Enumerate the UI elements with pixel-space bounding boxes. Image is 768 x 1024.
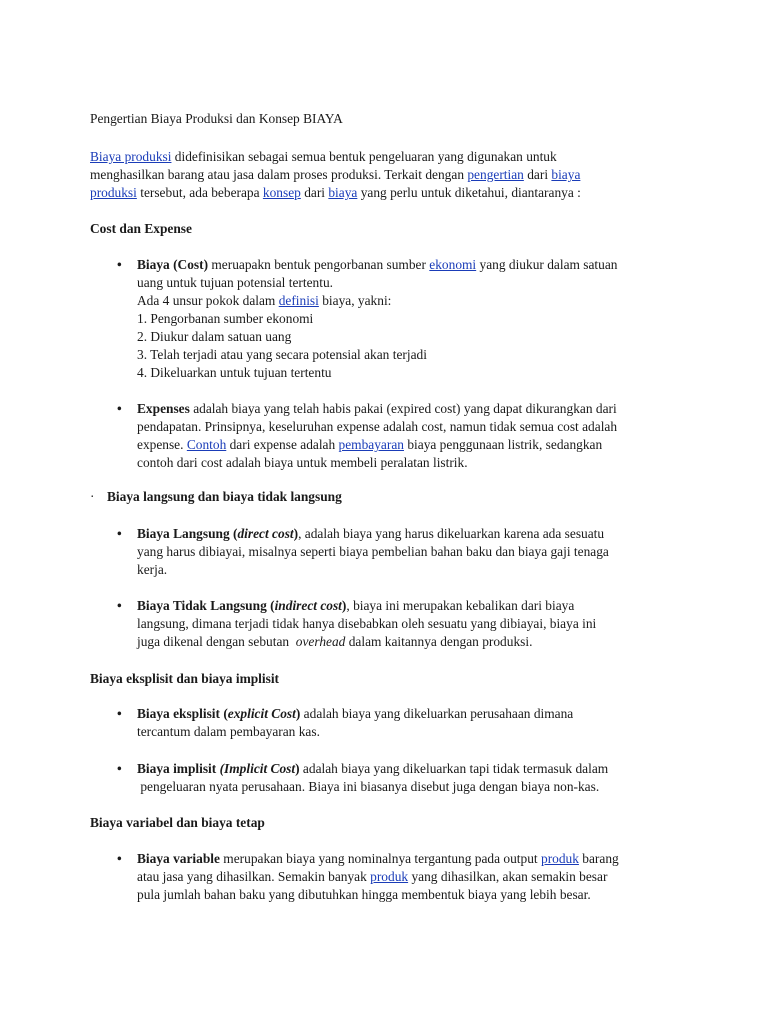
bullet-icon: • xyxy=(117,526,122,541)
list-item-biaya-langsung: Biaya Langsung (direct cost), adalah biaya yang harus dikeluarkan karena ada sesuatu yang harus dibiayai, misalnya seperti biaya pembelian bahan baku dan biaya gaji tenaga kerja. xyxy=(137,526,609,577)
list-item: 2. Diukur dalam satuan uang xyxy=(137,329,292,344)
link-biaya-produksi[interactable]: Biaya produksi xyxy=(90,149,172,164)
link-contoh[interactable]: Contoh xyxy=(186,437,227,452)
list-item-biaya-implisit: Biaya implisit (Implicit Cost) adalah biaya yang dikeluarkan tapi tidak termasuk dalam pengeluaran nyata perusahaan. Biaya ini biasanya disebut juga dengan biaya non-kas. xyxy=(137,761,609,794)
bullet-icon: • xyxy=(117,706,122,721)
list-item-expenses: Expenses adalah biaya yang telah habis pakai (expired cost) yang dapat dikurangkan dari pendapatan. Prinsipnya, keseluruhan expense adalah cost, namun tidak semua cost adalah expense. Contoh dari expense adalah pembayaran biaya penggunaan listrik, sedangkan contoh dari cost adalah biaya untuk membeli peralatan listrik. xyxy=(137,401,618,470)
list-item-biaya-eksplisit: Biaya eksplisit (explicit Cost) adalah biaya yang dikeluarkan perusahaan dimana tercantum dalam pembayaran kas. xyxy=(137,706,574,739)
link-biaya-2[interactable]: biaya xyxy=(328,185,358,200)
bullet-icon: • xyxy=(117,761,122,776)
middle-dot-icon: · xyxy=(90,489,95,504)
section-heading-eksplisit: Biaya eksplisit dan biaya implisit xyxy=(90,671,280,686)
intro-paragraph xyxy=(90,148,690,202)
link-produk-2[interactable]: produk xyxy=(370,869,409,884)
bullet-icon: • xyxy=(117,851,122,866)
intro-line-2: menghasilkan barang atau jasa dalam proses produksi. Terkait dengan pengertian dari biaya xyxy=(90,167,581,182)
link-produk[interactable]: produk xyxy=(541,851,579,866)
link-biaya[interactable]: biaya xyxy=(551,167,581,182)
link-pembayaran[interactable]: pembayaran xyxy=(338,437,404,452)
link-ekonomi[interactable]: ekonomi xyxy=(429,257,477,272)
list-item-biaya-variable: Biaya variable merupakan biaya yang nominalnya tergantung pada output produk barang atau jasa yang dihasilkan. Semakin banyak produk yang dihasilkan, akan semakin besar pula jumlah bahan baku yang dibutuhkan hingga membentuk biaya yang lebih besar. xyxy=(137,851,619,902)
link-produksi[interactable]: produksi xyxy=(90,185,137,200)
list-item-biaya-cost: Biaya (Cost) meruapakn bentuk pengorbanan sumber ekonomi yang diukur dalam satuan uang untuk tujuan potensial tertentu. Ada 4 unsur pokok dalam definisi biaya, yakni: 1. Pengorbanan sumber ekonomi 2. Diukur dalam satuan uang 3. Telah terjadi atau yang secara potensial akan terjadi 4. Dikeluarkan untuk tujuan tertentu xyxy=(137,256,682,382)
bullet-icon: • xyxy=(117,401,122,416)
intro-line-1: Biaya produksi didefinisikan sebagai semua bentuk pengeluaran yang digunakan untuk xyxy=(90,149,557,164)
bullet-icon: • xyxy=(117,598,122,613)
list-item: 3. Telah terjadi atau yang secara potensial akan terjadi xyxy=(137,347,427,362)
list-item-biaya-tidak-langsung: Biaya Tidak Langsung (indirect cost), biaya ini merupakan kebalikan dari biaya langsung, dimana terjadi tidak hanya disebabkan oleh sesuatu yang dibiayai, biaya ini juga dikenal dengan sebutan overhead dalam kaitannya dengan produksi. xyxy=(137,598,597,649)
section-heading-cost-expense: Cost dan Expense xyxy=(90,221,192,236)
link-konsep[interactable]: konsep xyxy=(262,185,301,200)
link-pengertian[interactable]: pengertian xyxy=(467,167,524,182)
page-title: Pengertian Biaya Produksi dan Konsep BIAYA xyxy=(90,111,343,126)
link-definisi[interactable]: definisi xyxy=(278,293,319,308)
section-heading-variabel: Biaya variabel dan biaya tetap xyxy=(90,815,265,830)
section-heading-langsung: Biaya langsung dan biaya tidak langsung xyxy=(107,489,342,504)
list-item: 1. Pengorbanan sumber ekonomi xyxy=(137,311,314,326)
intro-line-3: produksi tersebut, ada beberapa konsep dari biaya yang perlu untuk diketahui, diantaranya : xyxy=(90,185,581,200)
bullet-icon: • xyxy=(117,257,122,272)
list-item: 4. Dikeluarkan untuk tujuan tertentu xyxy=(137,365,332,380)
